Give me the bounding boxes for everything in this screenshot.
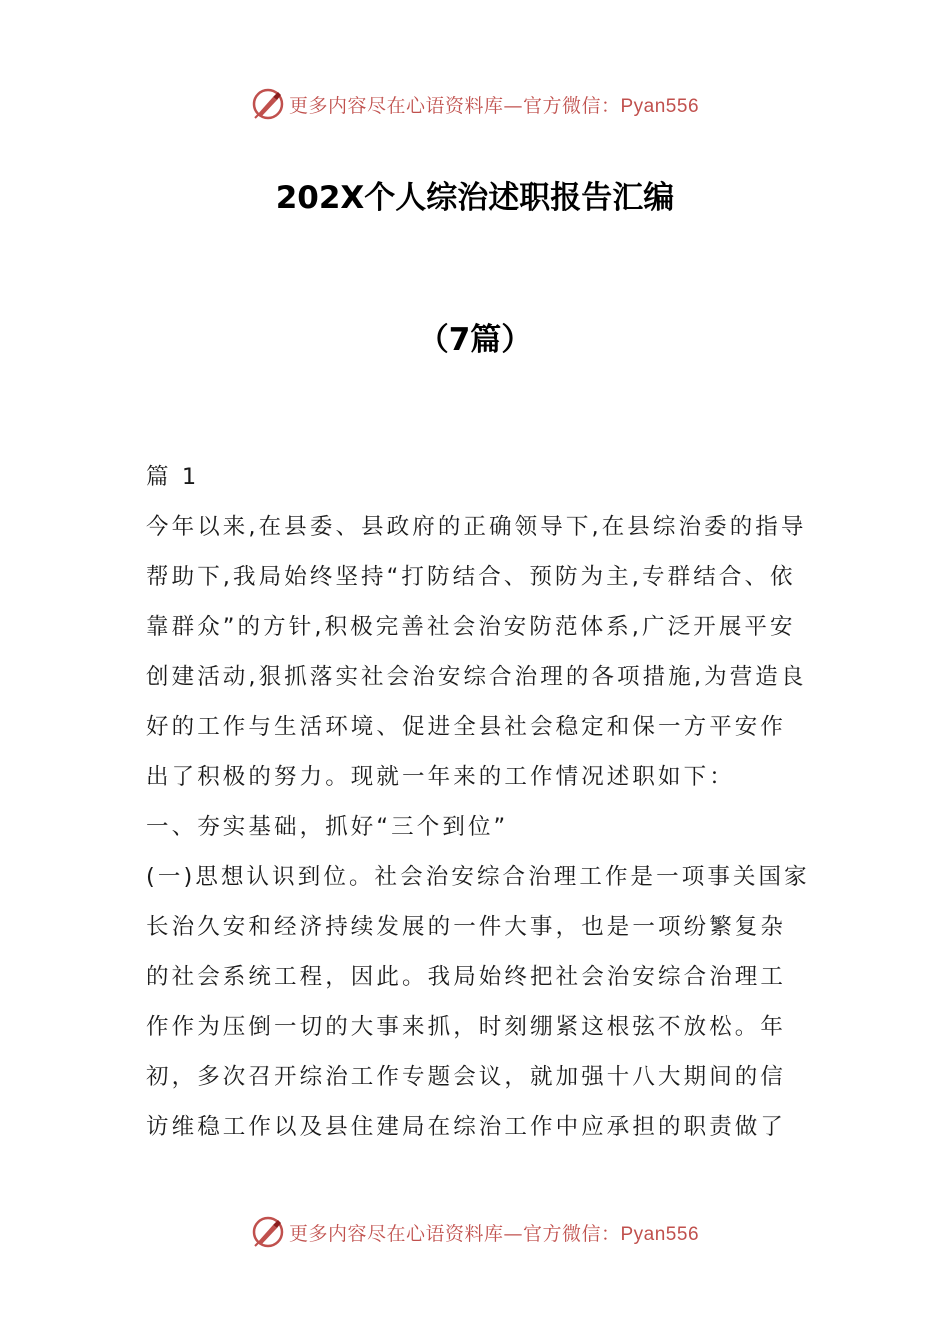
body-line: 的社会系统工程，因此。我局始终把社会治安综合治理工 (146, 964, 787, 990)
footer-watermark (0, 1212, 950, 1252)
watermark-prefix: 更多内容尽在心语资料库— (288, 94, 523, 117)
watermark-prefix: 更多内容尽在心语资料库— (288, 1222, 523, 1245)
body-line: (一)思想认识到位。社会治安综合治理工作是一项事关国家 (146, 864, 810, 890)
document-body (146, 452, 811, 1152)
watermark-handle: Pyan556 (620, 1223, 700, 1245)
body-line: 长治久安和经济持续发展的一件大事，也是一项纷繁复杂 (146, 914, 787, 940)
pen-logo-icon (251, 87, 285, 121)
body-line: 帮助下,我局始终坚持“打防结合、预防为主,专群结合、依 (146, 564, 796, 590)
body-line: 靠群众”的方针,积极完善社会治安防范体系,广泛开展平安 (146, 614, 796, 640)
header-watermark (0, 84, 950, 124)
pen-logo-icon (251, 1215, 285, 1249)
body-line: 初，多次召开综治工作专题会议，就加强十八大期间的信 (146, 1064, 787, 1090)
body-line: 好的工作与生活环境、促进全县社会稳定和保一方平安作 (146, 714, 787, 740)
body-line: 今年以来,在县委、县政府的正确领导下,在县综治委的指导 (146, 514, 807, 540)
section-label: 篇 1 (146, 464, 200, 490)
document-subtitle: （7篇） (417, 322, 533, 358)
body-line: 出了积极的努力。现就一年来的工作情况述职如下： (146, 764, 735, 790)
body-line: 作作为压倒一切的大事来抓，时刻绷紧这根弦不放松。年 (146, 1014, 787, 1040)
watermark-suffix: 官方微信： (522, 1222, 621, 1245)
watermark-text (289, 1219, 699, 1246)
watermark-suffix: 官方微信： (522, 94, 621, 117)
watermark-handle: Pyan556 (620, 95, 700, 117)
section-heading: 一、夯实基础，抓好“三个到位” (146, 814, 509, 840)
body-line: 访维稳工作以及县住建局在综治工作中应承担的职责做了 (146, 1114, 787, 1140)
body-line: 创建活动,狠抓落实社会治安综合治理的各项措施,为营造良 (146, 664, 807, 690)
document-title: 202X个人综治述职报告汇编 (275, 180, 675, 216)
watermark-text (289, 91, 699, 118)
